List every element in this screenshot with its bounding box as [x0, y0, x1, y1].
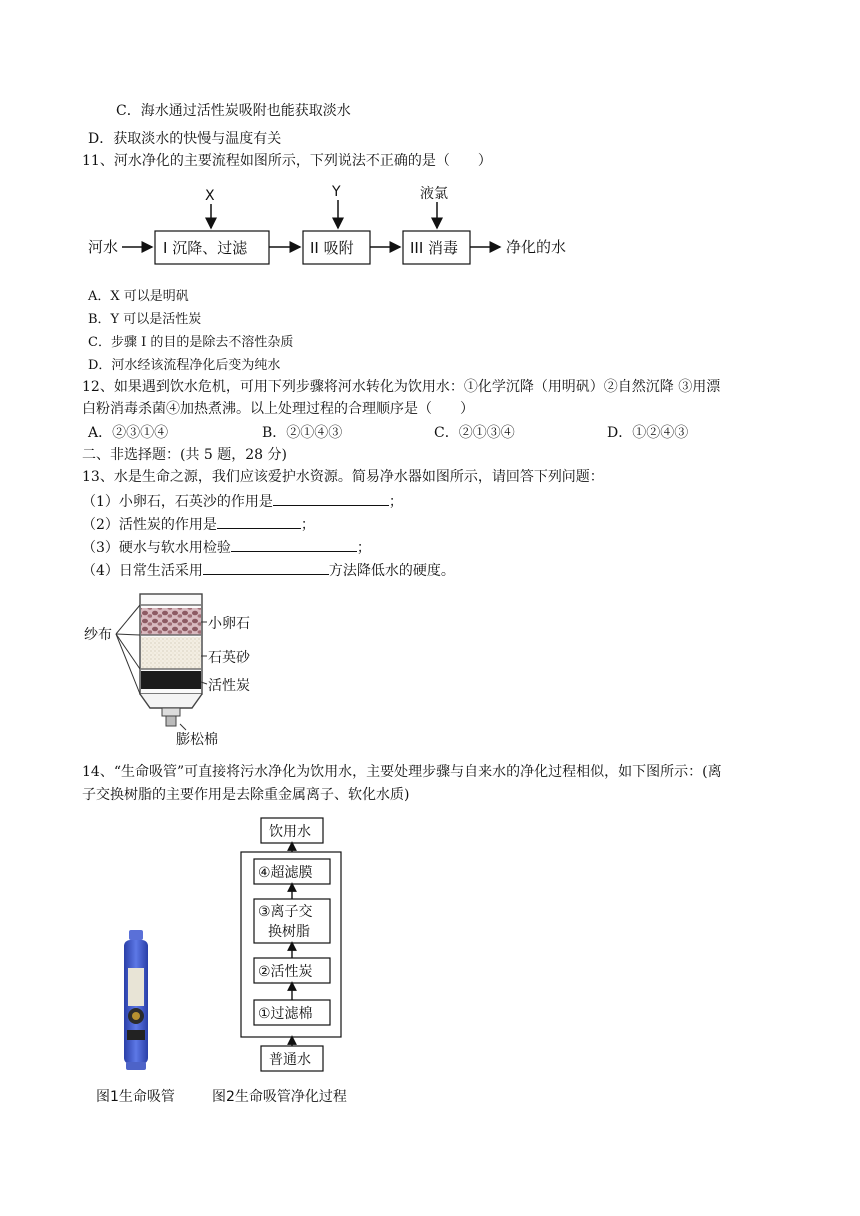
label-pebble: 小卵石 [208, 616, 250, 632]
label-step4: ④超滤膜 [258, 865, 313, 881]
label-cotton: 膨松棉 [176, 732, 218, 748]
q11-option-d: D．河水经该流程净化后变为纯水 [88, 358, 281, 373]
flow-step1-label: I 沉降、过滤 [163, 239, 248, 257]
q13-blank1[interactable] [273, 491, 389, 506]
q13-sub3-semicolon: ； [356, 540, 371, 556]
flow-output: 净化的水 [506, 238, 567, 256]
flow-step3-label: III 消毒 [410, 239, 459, 257]
q13-blank2[interactable] [217, 514, 301, 529]
q14-stem-line1: 14、“生命吸管”可直接将污水净化为饮用水，主要处理步骤与自来水的净化过程相似，如下图所示：(离 [82, 764, 722, 780]
label-ordinary-water: 普通水 [269, 1052, 311, 1068]
q12-option-b: B．②①④③ [262, 425, 343, 441]
q12-option-a: A．②③①④ [88, 425, 169, 441]
flow-add-x: X [205, 188, 215, 204]
life-straw-image [112, 928, 162, 1074]
q12-stem-line2: 白粉消毒杀菌④加热煮沸。以上处理过程的合理顺序是（ ） [82, 401, 474, 417]
label-drinking-water: 饮用水 [269, 824, 311, 840]
q14-stem-line2: 子交换树脂的主要作用是去除重金属离子、软化水质) [82, 787, 410, 803]
flow-step2-label: II 吸附 [310, 239, 354, 257]
q13-sub3 [82, 537, 371, 557]
q11-flow-diagram [80, 180, 600, 280]
label-step1: ①过滤棉 [258, 1006, 313, 1022]
q13-stem: 13、水是生命之源，我们应该爱护水资源。简易净水器如图所示，请回答下列问题： [82, 469, 604, 485]
life-straw-process-diagram [236, 812, 356, 1074]
q12-option-d: D．①②④③ [607, 425, 689, 441]
q13-sub3-text: （3）硬水与软水用检验 [82, 540, 231, 556]
figure1-caption: 图1生命吸管 [96, 1089, 175, 1105]
q11-option-a: A．X 可以是明矾 [88, 289, 189, 304]
figure2-caption: 图2生命吸管净化过程 [212, 1089, 347, 1105]
q13-sub2 [82, 514, 315, 534]
q11-option-c: C．步骤 I 的目的是除去不溶性杂质 [88, 335, 294, 350]
q13-blank4[interactable] [203, 560, 329, 575]
q12-stem-line1: 12、如果遇到饮水危机，可用下列步骤将河水转化为饮用水：①化学沉降（用明矾）②自然沉降 ③用漂 [82, 379, 721, 395]
flow-add-z: 液氯 [420, 186, 448, 202]
carbon-layer [141, 671, 201, 689]
sand-layer [141, 637, 201, 669]
water-filter-figure [82, 586, 272, 751]
flow-input: 河水 [88, 238, 119, 256]
q13-sub2-semicolon: ； [300, 517, 315, 533]
q13-blank3[interactable] [231, 537, 357, 552]
label-step2: ②活性炭 [258, 964, 313, 980]
q13-sub4-text-b: 方法降低水的硬度。 [328, 563, 455, 579]
q13-sub1-semicolon: ； [388, 494, 403, 510]
q10-option-c: C．海水通过活性炭吸附也能获取淡水 [116, 103, 351, 119]
q10-option-d: D．获取淡水的快慢与温度有关 [88, 131, 282, 147]
q13-sub4 [82, 560, 455, 580]
label-sand: 石英砂 [208, 650, 250, 666]
q11-stem: 11、河水净化的主要流程如图所示，下列说法不正确的是（ ） [82, 153, 492, 169]
q11-option-b: B．Y 可以是活性炭 [88, 312, 202, 327]
q13-sub2-text: （2）活性炭的作用是 [82, 517, 217, 533]
section-title-nonchoice: 二、非选择题：(共 5 题，28 分) [82, 447, 287, 463]
label-gauze: 纱布 [84, 627, 112, 643]
label-carbon: 活性炭 [208, 678, 250, 694]
q13-sub1-text: （1）小卵石，石英沙的作用是 [82, 494, 273, 510]
q13-sub1 [82, 491, 403, 511]
q12-option-c: C．②①③④ [434, 425, 515, 441]
label-step3-line2: 换树脂 [268, 924, 310, 940]
flow-add-y: Y [332, 184, 341, 200]
pebble-layer [141, 608, 201, 635]
label-step3-line1: ③离子交 [258, 904, 313, 920]
q13-sub4-text-a: （4）日常生活采用 [82, 563, 203, 579]
